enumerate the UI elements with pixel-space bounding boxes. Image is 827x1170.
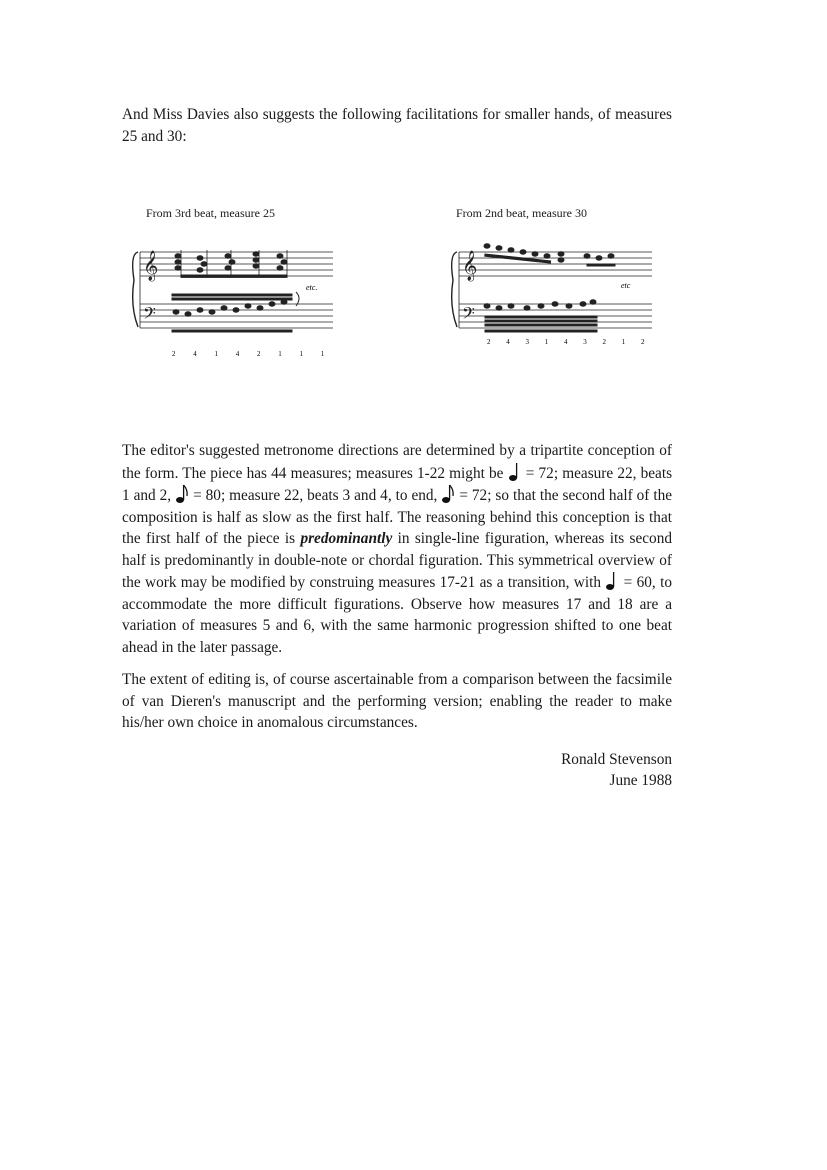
quarter-note-icon — [605, 571, 619, 591]
p1-s2: = 72; measure 22, beats 1 and 2, — [122, 464, 673, 504]
eighth-note-icon — [441, 484, 455, 504]
signature-date: June 1988 — [609, 772, 672, 789]
metronome-paragraph — [122, 440, 672, 658]
editing-paragraph: The extent of editing is, of course ascertainable from a comparison between the facsimile of van Dieren's manuscript and the performing version; enabling the reader to make his/her own choice in anomalous circumstances. — [122, 671, 672, 731]
music-excerpt-1 — [128, 232, 343, 367]
fingering-2: 2 4 3 1 4 3 2 1 2 — [487, 338, 652, 346]
p1-emphasis: predominantly — [300, 530, 393, 547]
fingering-1: 2 4 1 4 2 1 1 1 — [172, 350, 333, 358]
etc-label-1: etc. — [306, 283, 318, 292]
music-excerpt-2 — [447, 232, 662, 367]
eighth-note-icon — [175, 484, 189, 504]
p1-s4: = 72; so that the second half of the composition is half as slow as the first half. The reasoning behind this conception is that the first half of the piece is — [122, 487, 673, 547]
signature-name: Ronald Stevenson — [561, 751, 672, 768]
quarter-note-icon — [508, 462, 522, 482]
svg-text:𝄞: 𝄞 — [143, 251, 159, 281]
p1-s1: The editor's suggested metronome directions are determined by a tripartite conception of the form. The piece has 44 measures; measures 1-22 might be — [122, 442, 672, 482]
svg-text:𝄢: 𝄢 — [143, 303, 156, 327]
svg-text:𝄞: 𝄞 — [462, 251, 478, 281]
svg-text:𝄢: 𝄢 — [462, 303, 475, 327]
etc-label-2: etc — [621, 281, 631, 290]
example-caption-2: From 2nd beat, measure 30 — [456, 206, 587, 220]
example-caption-1: From 3rd beat, measure 25 — [146, 206, 275, 220]
intro-paragraph: And Miss Davies also suggests the following facilitations for smaller hands, of measures 25 and 30: — [122, 106, 672, 145]
p1-s6: = 60, to accommodate the more difficult figurations. Observe how measures 17 and 18 are a variation of measures 5 and 6, with the same harmonic progression shifted to one beat ahead in the later passage. — [122, 574, 672, 656]
p1-s3: = 80; measure 22, beats 3 and 4, to end, — [193, 487, 438, 504]
p1-s5: in single-line figuration, whereas its second half is predominantly in double-note or chordal figuration. This symmetrical overview of the work may be modified by construing measures 17-21 as a transition, with — [122, 530, 673, 591]
